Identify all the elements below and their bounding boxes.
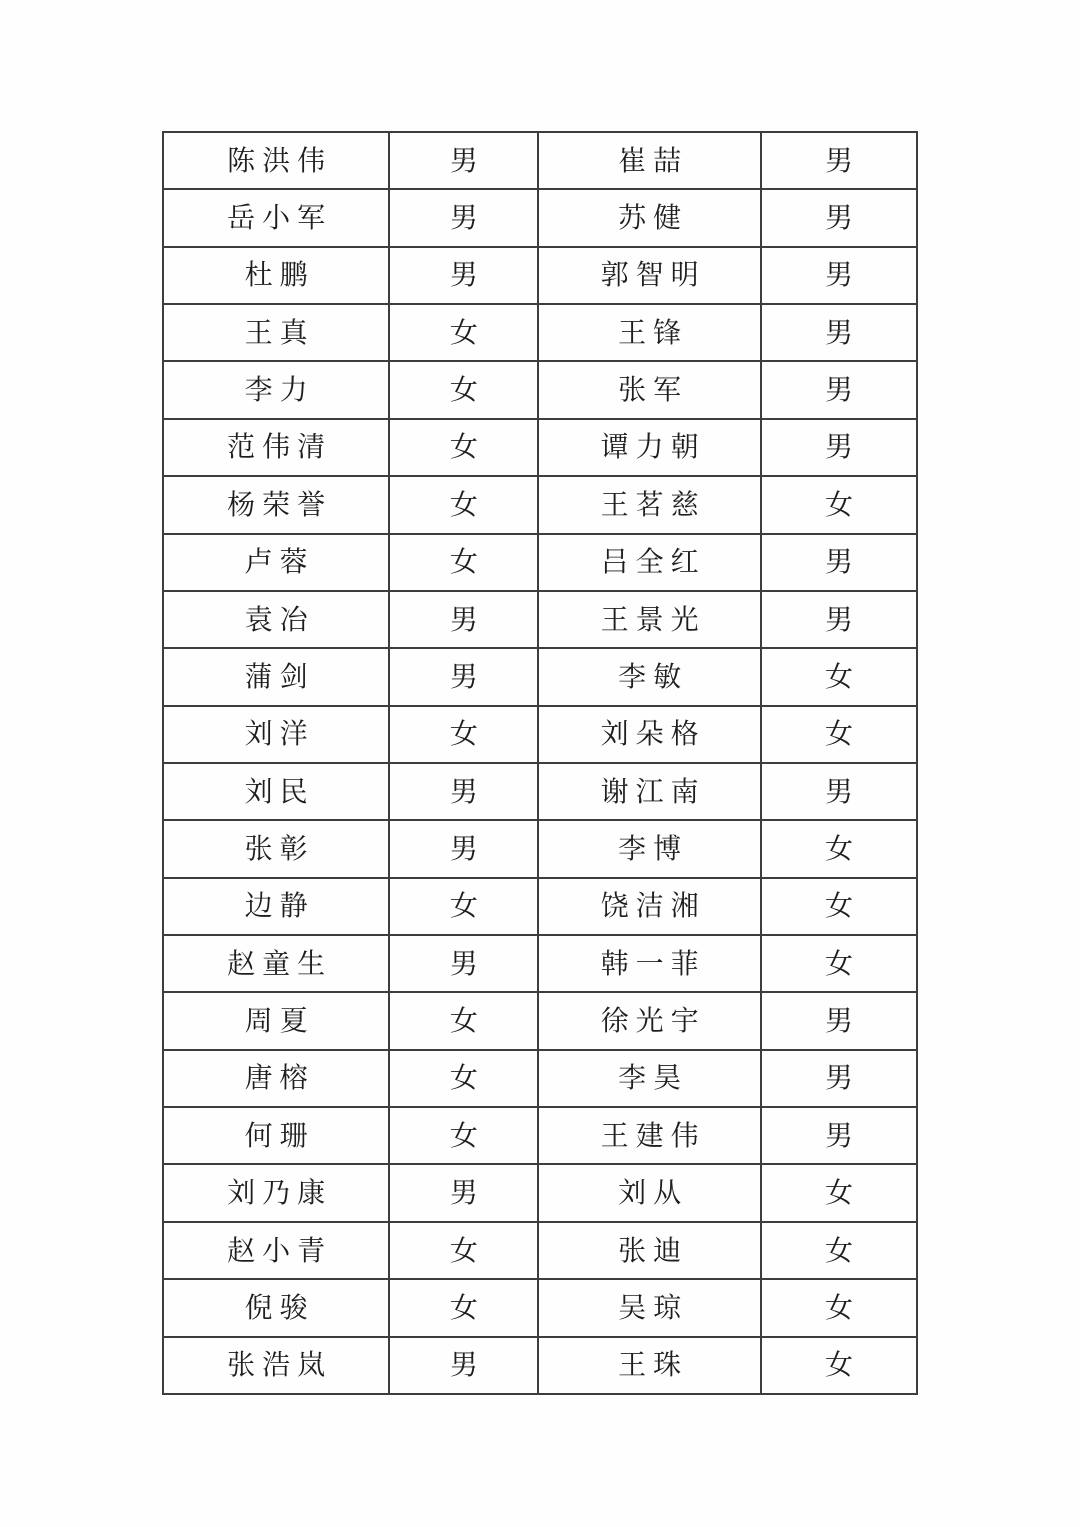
name-cell-right: 王锋 — [538, 304, 760, 361]
table-row — [163, 304, 917, 361]
table-row — [163, 1107, 917, 1164]
name-cell-right: 韩一菲 — [538, 935, 760, 992]
gender-cell-left: 男 — [389, 247, 538, 304]
name-cell-right: 郭智明 — [538, 247, 760, 304]
name-cell-left: 李力 — [163, 361, 389, 418]
name-cell-left: 赵小青 — [163, 1222, 389, 1279]
table-row — [163, 189, 917, 246]
gender-cell-right: 男 — [761, 361, 917, 418]
name-cell-right: 苏健 — [538, 189, 760, 246]
table-row — [163, 763, 917, 820]
name-cell-right: 谢江南 — [538, 763, 760, 820]
name-cell-right: 张迪 — [538, 1222, 760, 1279]
name-cell-right: 王珠 — [538, 1337, 760, 1394]
gender-cell-right: 男 — [761, 189, 917, 246]
gender-cell-right: 女 — [761, 476, 917, 533]
name-cell-right: 王茗慈 — [538, 476, 760, 533]
gender-cell-left: 女 — [389, 1222, 538, 1279]
name-cell-left: 刘乃康 — [163, 1164, 389, 1221]
gender-cell-left: 女 — [389, 706, 538, 763]
name-cell-left: 袁冶 — [163, 591, 389, 648]
name-cell-left: 杜鹏 — [163, 247, 389, 304]
table-row — [163, 132, 917, 189]
name-cell-left: 王真 — [163, 304, 389, 361]
table-row — [163, 247, 917, 304]
table-row — [163, 706, 917, 763]
gender-cell-left: 男 — [389, 763, 538, 820]
name-cell-right: 李博 — [538, 820, 760, 877]
gender-cell-right: 女 — [761, 878, 917, 935]
name-cell-left: 刘民 — [163, 763, 389, 820]
name-cell-right: 崔喆 — [538, 132, 760, 189]
name-cell-left: 边静 — [163, 878, 389, 935]
gender-cell-left: 女 — [389, 992, 538, 1049]
table-row — [163, 1337, 917, 1394]
table-row — [163, 992, 917, 1049]
gender-cell-left: 男 — [389, 820, 538, 877]
roster-table-body — [163, 132, 917, 1394]
gender-cell-right: 男 — [761, 1050, 917, 1107]
name-cell-left: 唐榕 — [163, 1050, 389, 1107]
gender-cell-left: 男 — [389, 132, 538, 189]
name-cell-right: 李敏 — [538, 648, 760, 705]
table-row — [163, 1279, 917, 1336]
gender-cell-left: 女 — [389, 534, 538, 591]
gender-cell-right: 男 — [761, 1107, 917, 1164]
gender-cell-right: 男 — [761, 419, 917, 476]
table-row — [163, 419, 917, 476]
name-cell-left: 赵童生 — [163, 935, 389, 992]
name-cell-left: 范伟清 — [163, 419, 389, 476]
name-cell-left: 陈洪伟 — [163, 132, 389, 189]
gender-cell-left: 男 — [389, 1337, 538, 1394]
table-row — [163, 878, 917, 935]
gender-cell-right: 女 — [761, 1337, 917, 1394]
gender-cell-right: 男 — [761, 247, 917, 304]
gender-cell-right: 女 — [761, 1279, 917, 1336]
name-cell-left: 张彰 — [163, 820, 389, 877]
table-row — [163, 1222, 917, 1279]
gender-cell-left: 男 — [389, 189, 538, 246]
roster-table — [162, 131, 918, 1395]
gender-cell-right: 男 — [761, 591, 917, 648]
name-cell-left: 杨荣誉 — [163, 476, 389, 533]
table-row — [163, 935, 917, 992]
name-cell-left: 倪骏 — [163, 1279, 389, 1336]
gender-cell-right: 男 — [761, 534, 917, 591]
name-cell-right: 刘从 — [538, 1164, 760, 1221]
name-cell-left: 蒲剑 — [163, 648, 389, 705]
gender-cell-right: 男 — [761, 763, 917, 820]
gender-cell-left: 女 — [389, 1107, 538, 1164]
gender-cell-right: 女 — [761, 648, 917, 705]
gender-cell-right: 男 — [761, 304, 917, 361]
gender-cell-left: 男 — [389, 591, 538, 648]
gender-cell-right: 女 — [761, 935, 917, 992]
gender-cell-left: 女 — [389, 304, 538, 361]
name-cell-left: 卢蓉 — [163, 534, 389, 591]
name-cell-left: 岳小军 — [163, 189, 389, 246]
name-cell-right: 饶洁湘 — [538, 878, 760, 935]
table-row — [163, 1164, 917, 1221]
table-row — [163, 820, 917, 877]
table-row — [163, 361, 917, 418]
name-cell-left: 刘洋 — [163, 706, 389, 763]
name-cell-right: 吴琼 — [538, 1279, 760, 1336]
gender-cell-right: 男 — [761, 132, 917, 189]
gender-cell-left: 男 — [389, 1164, 538, 1221]
gender-cell-left: 男 — [389, 935, 538, 992]
gender-cell-right: 女 — [761, 820, 917, 877]
gender-cell-left: 女 — [389, 1279, 538, 1336]
name-cell-right: 吕全红 — [538, 534, 760, 591]
name-cell-left: 周夏 — [163, 992, 389, 1049]
gender-cell-left: 男 — [389, 648, 538, 705]
table-row — [163, 648, 917, 705]
name-cell-right: 张军 — [538, 361, 760, 418]
table-row — [163, 591, 917, 648]
name-cell-right: 谭力朝 — [538, 419, 760, 476]
name-cell-left: 何珊 — [163, 1107, 389, 1164]
name-cell-left: 张浩岚 — [163, 1337, 389, 1394]
table-row — [163, 476, 917, 533]
gender-cell-left: 女 — [389, 419, 538, 476]
gender-cell-right: 女 — [761, 1164, 917, 1221]
gender-cell-left: 女 — [389, 361, 538, 418]
name-cell-right: 王建伟 — [538, 1107, 760, 1164]
gender-cell-right: 女 — [761, 1222, 917, 1279]
name-cell-right: 徐光宇 — [538, 992, 760, 1049]
gender-cell-left: 女 — [389, 1050, 538, 1107]
gender-cell-left: 女 — [389, 476, 538, 533]
gender-cell-right: 女 — [761, 706, 917, 763]
gender-cell-right: 男 — [761, 992, 917, 1049]
name-cell-right: 李昊 — [538, 1050, 760, 1107]
gender-cell-left: 女 — [389, 878, 538, 935]
name-cell-right: 刘朵格 — [538, 706, 760, 763]
name-cell-right: 王景光 — [538, 591, 760, 648]
table-row — [163, 534, 917, 591]
table-row — [163, 1050, 917, 1107]
